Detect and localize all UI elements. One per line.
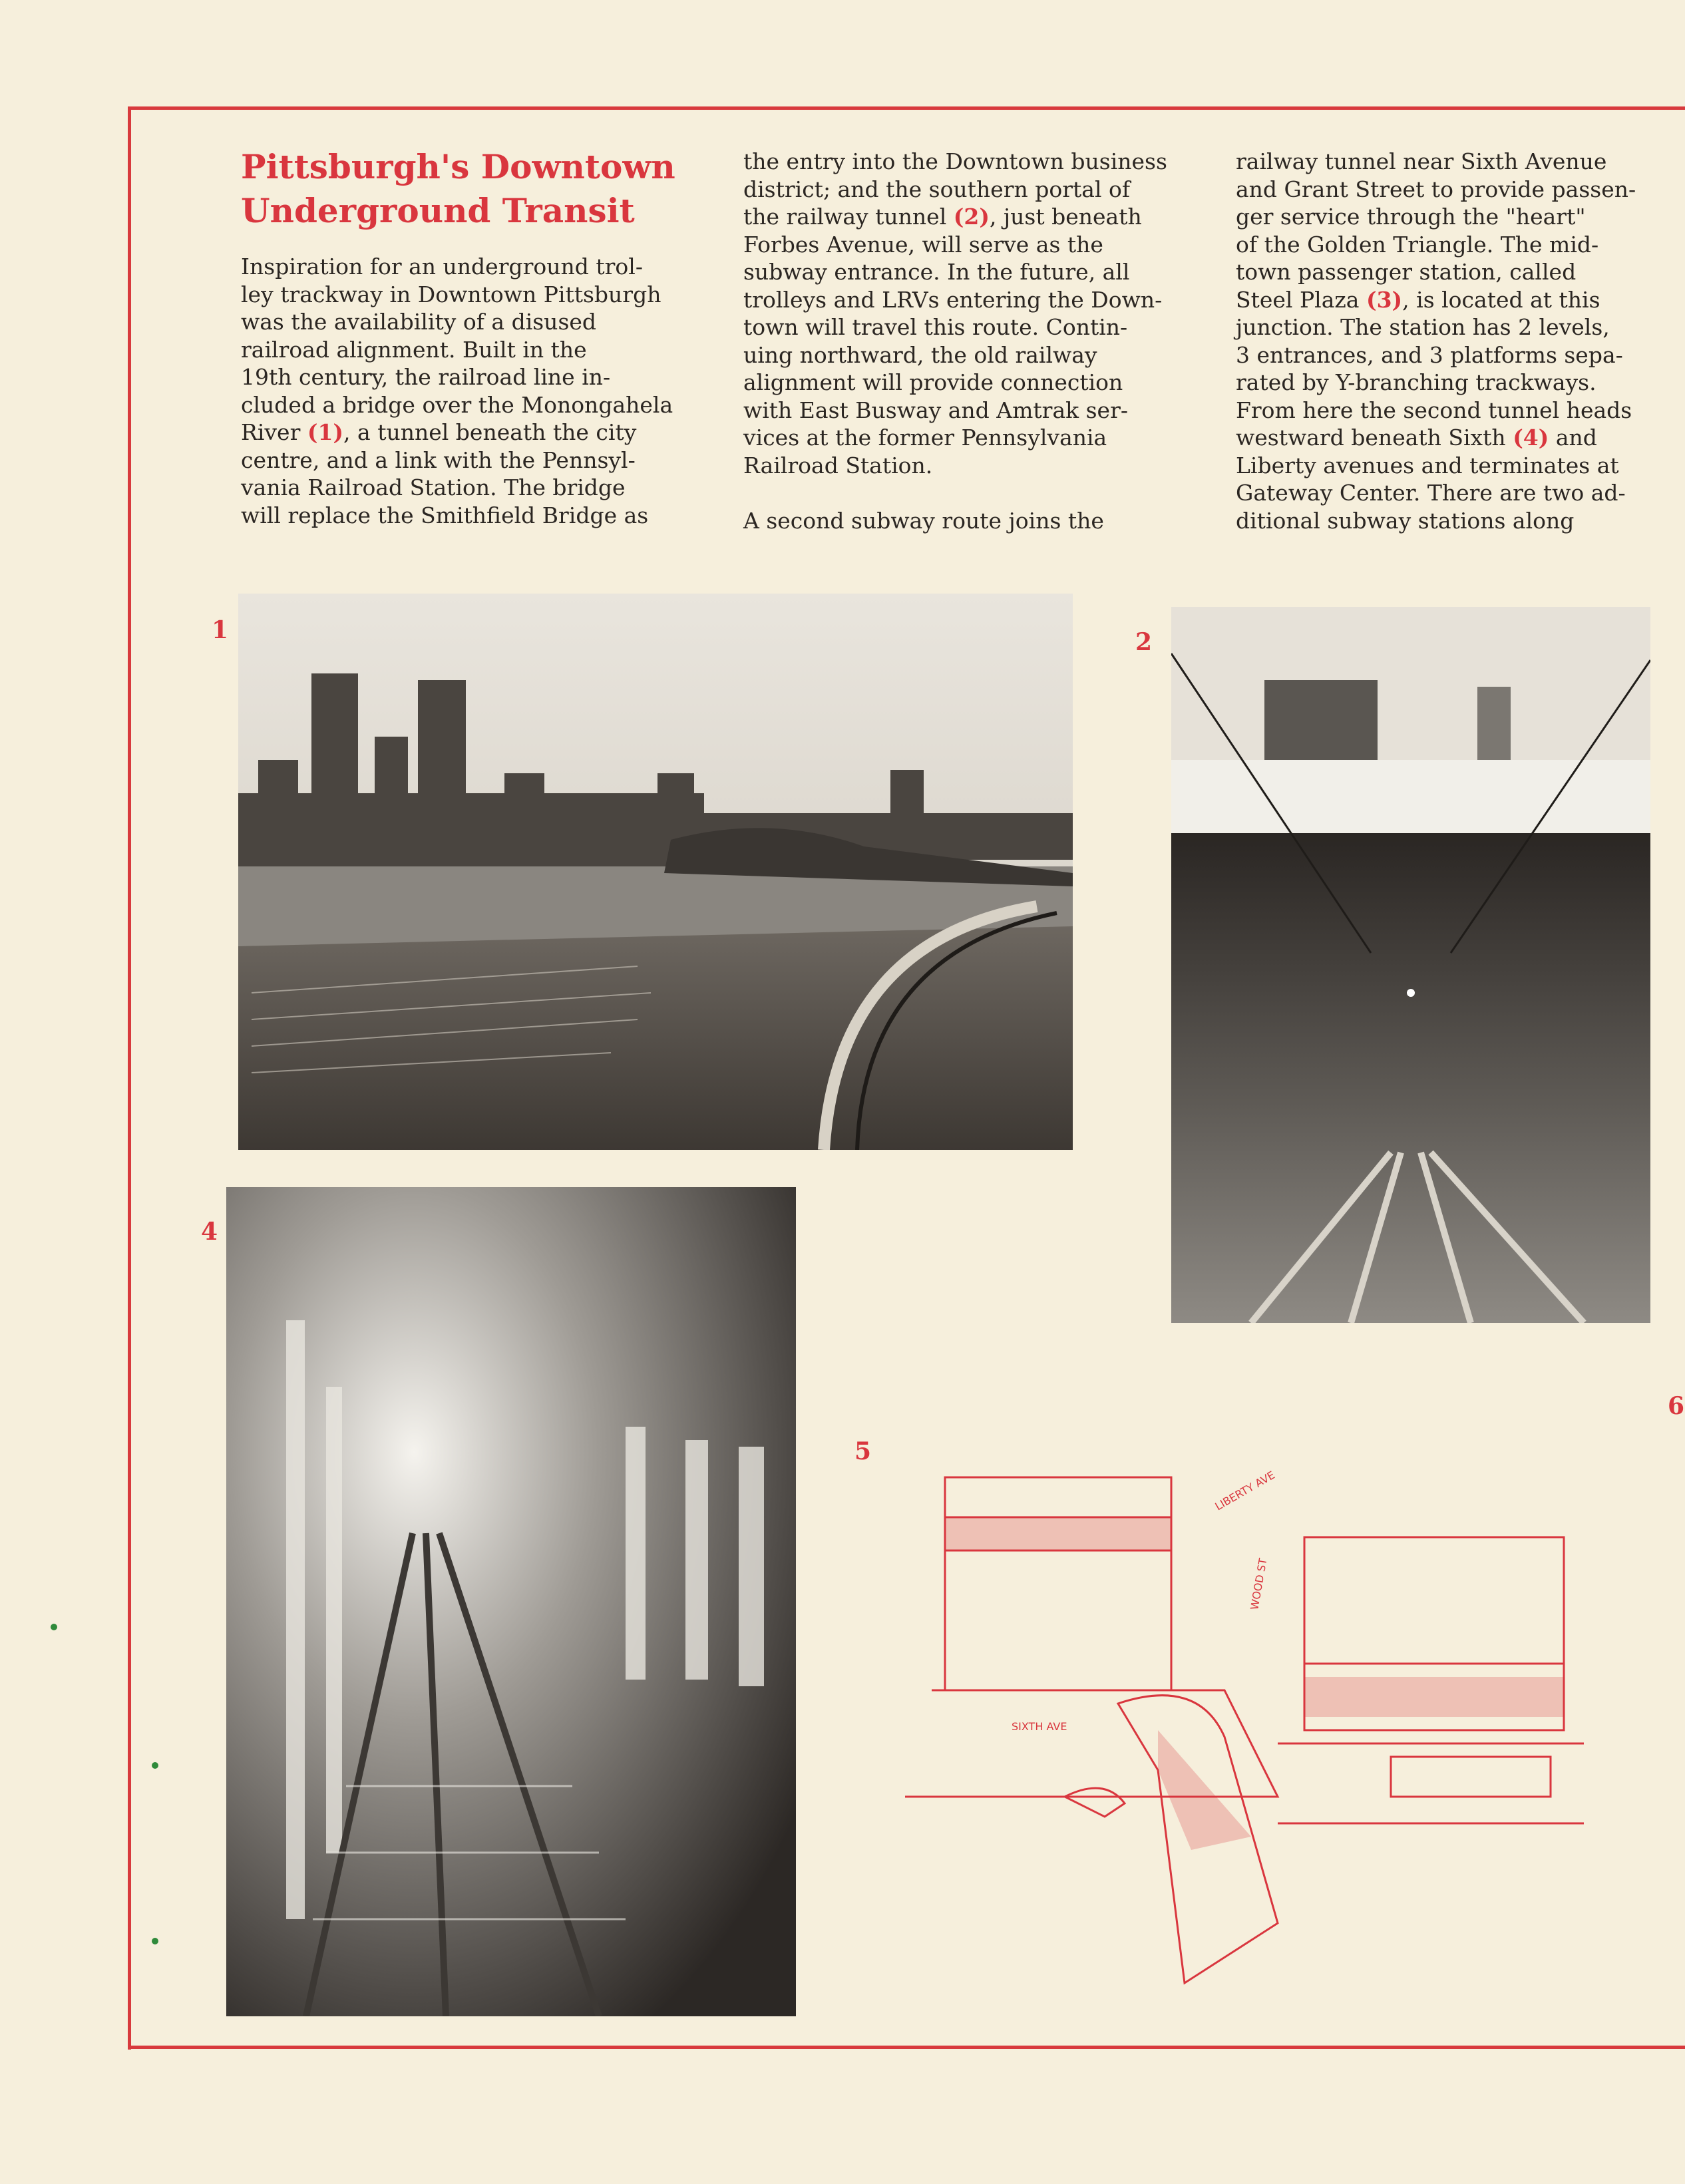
- label-liberty-ave: LIBERTY AVE: [1213, 1468, 1277, 1513]
- figure-2-label: 2: [1135, 628, 1153, 656]
- col1-text-a: Inspiration for an underground trol- ley trackway in Downtown Pittsburgh was the availability of a disused railroad alignment. Built in the 19th century, the railroad line in- cluded a bridge over the Monongahela River: [241, 254, 673, 445]
- title-line-1: Pittsburgh's Downtown: [241, 147, 675, 186]
- border-bottom: [128, 2046, 1685, 2049]
- ref-figure-3: (3): [1366, 286, 1403, 313]
- text-column-2: [743, 148, 1222, 534]
- figure-1-label: 1: [212, 616, 229, 644]
- figure-4-label: 4: [201, 1218, 218, 1246]
- title-line-2: Underground Transit: [241, 191, 635, 230]
- col3-text-a: railway tunnel near Sixth Avenue and Grant Street to provide passen- ger service through the "heart" of the Golden Triangle. The mid- town passenger station, called Steel Plaza: [1236, 148, 1636, 313]
- border-left: [128, 106, 131, 2050]
- label-wood-st: WOOD ST: [1248, 1557, 1270, 1611]
- text-column-3: [1236, 148, 1685, 534]
- col1-text-b: , a tunnel beneath the city centre, and a link with the Pennsyl- vania Railroad Station. The bridge will replace the Smithfield Bridge as: [241, 419, 649, 528]
- label-sixth-ave: SIXTH AVE: [1012, 1720, 1067, 1733]
- col2-text-a: the entry into the Downtown business district; and the southern portal of the railway tunnel: [743, 148, 1167, 230]
- decorative-dot: [152, 1938, 158, 1944]
- photo-tunnel-interior: [226, 1187, 796, 2016]
- col3-text-c: and Liberty avenues and terminates at Gateway Center. There are two ad- ditional subway stations along: [1236, 425, 1626, 534]
- text-column-1: [241, 253, 720, 529]
- decorative-dot: [152, 1762, 158, 1769]
- photo-skyline-bridge: [238, 594, 1073, 1150]
- drawing-steel-plaza-station: [878, 1424, 1584, 2016]
- col2-text-b: , just beneath Forbes Avenue, will serve as the subway entrance. In the future, all trolleys and LRVs entering the Down- town will travel this route. Contin- uing northward, the old railway alignment will provide connection with East Busway and Amtrak ser- vices at the former Pennsylvania Railroad Station.: [743, 204, 1163, 478]
- ref-figure-1: (1): [307, 419, 344, 445]
- decorative-dot: [51, 1624, 57, 1630]
- figure-5-label: 5: [854, 1437, 872, 1465]
- ref-figure-2: (2): [953, 204, 990, 230]
- photo-tunnel-portal: [1171, 607, 1650, 1323]
- col3-text-b: , is located at this junction. The station has 2 levels, 3 entrances, and 3 platforms sepa- rated by Y-branching trackways. From here the second tunnel heads westward beneath Sixth: [1236, 286, 1632, 451]
- border-top: [128, 106, 1685, 110]
- page-title: [241, 145, 747, 233]
- figure-6-label: 6: [1668, 1392, 1685, 1420]
- col2-paragraph-2: A second subway route joins the: [743, 507, 1104, 534]
- ref-figure-4: (4): [1513, 425, 1549, 451]
